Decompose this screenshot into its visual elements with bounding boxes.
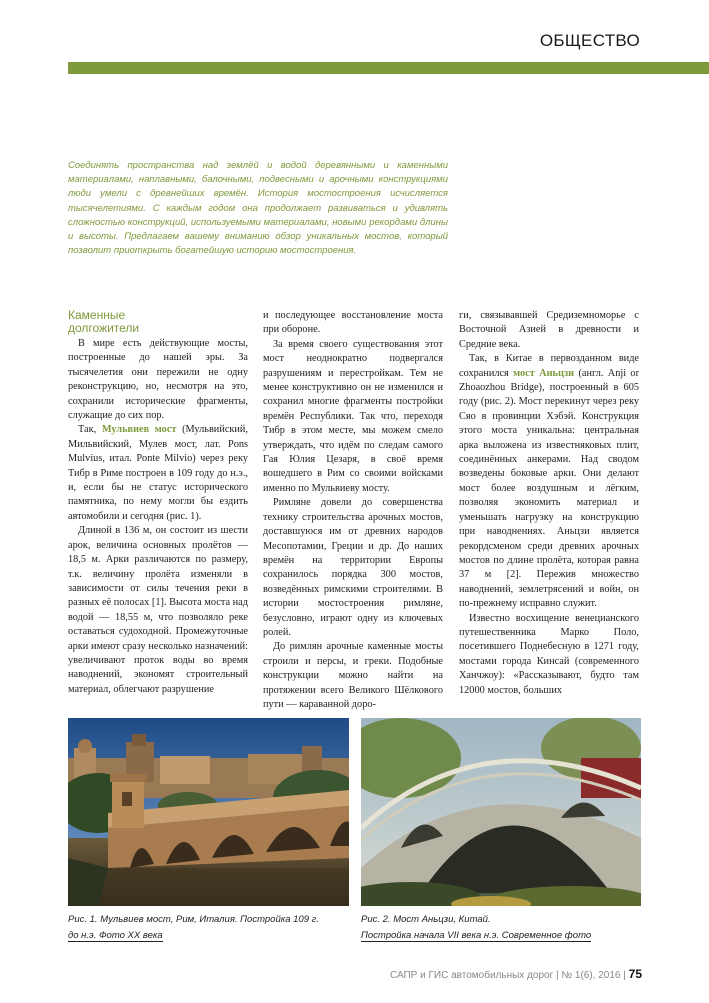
journal-info: САПР и ГИС автомобильных дорог | № 1(6), 2016 | [389, 970, 626, 981]
page-footer [390, 967, 642, 981]
lead-paragraph: Соединять пространства над землёй и водой деревянными и каменными материалами, наплавными, балочными, подвесными и арочными конструкциями люди умели с древнейших времён. История мостостроения исчисляется тысячелетиями. С каждым годом она продолжает развиваться и удивлять сложностью конструкций, используемыми материалами, новыми рекордами длины и высоты. Предлагаем вашему вниманию обзор уникальных мостов, который позволит приоткрыть богатейшую историю мостостроения. [68, 160, 448, 257]
paragraph: Известно восхищение венецианского путешественника Марко Поло, посетившего Поднебесную в 1271 году, мостами города Кинсай (современного Ханчжоу): «Рассказывают, будто там 12000 мостов, больших [459, 612, 639, 696]
paragraph: За время своего существования этот мост неоднократно подвергался разрушениям и перестройкам. Тем не менее конструктивно он не изменился и сохранил многие фрагменты постройки времён Республики. Так что, переходя Тибр в этом месте, мы можем смело утверждать, что идём по следам самого Гая Юлия Цезаря, в своё время вошедшего в Рим со своими войсками именно по Мульвиеву мосту. [263, 338, 443, 494]
figure-2-caption [361, 912, 641, 944]
paragraph: и последующее восстановление моста при обороне. [263, 310, 443, 336]
figure-2-caption-line-1: Рис. 2. Мост Аньцзи, Китай. [361, 914, 491, 925]
figure-1-caption-line-2: до н.э. Фото XX века [68, 930, 163, 941]
page-number: 75 [628, 967, 642, 981]
paragraph: Римляне довели до совершенства технику строительства арочных мостов, доставшуюся им от древних народов Месопотамии, Греции и др. До наших времён на территории Европы сохранилось порядка 300 мостов, возведённых римскими строителями. В истории мостостроения римляне, безусловно, играют одну из ключевых ролей. [263, 497, 443, 638]
figure-1-caption-line-1: Рис. 1. Мульвиев мост, Рим, Италия. Постройка 109 г. [68, 914, 319, 925]
paragraph: Так, в Китае в первозданном виде сохранился мост Аньцзи (англ. Anji or Zhoaozhou Bridge), построенный в 605 году (рис. 2). Мост перекинут через реку Сяо в провинции Хэбэй. Конструкция этого моста уникальна: центральная арка выложена из известняковых плит, соединённых анкерами. Над сводом возведены боковые арки. Они делают мост более воздушным и лёгким, позволяя экономить материал и уменьшать нагрузку на конструкцию при наводнениях. Аньцзи является рекордсменом среди древних арочных мостов по длине пролёта, которая равна 37 м [2]. Пережив множество наводнений, землетрясений и войн, он по-прежнему исправно служит. [459, 353, 640, 610]
section-heading [68, 309, 248, 334]
header-accent-bar [68, 62, 709, 74]
text-column-1 [68, 309, 248, 697]
paragraph: ги, связывавшей Средиземноморье с Восточной Азией в древности и Средние века. [459, 310, 639, 350]
paragraph: До римлян арочные каменные мосты строили и персы, и греки. Подобные конструкции можно найти на протяжении всего Великого Шёлкового пути — караванной доро- [263, 641, 443, 710]
section-heading-line-1: Каменные [68, 308, 126, 322]
paragraph: Длиной в 136 м, он состоит из шести арок, величина основных пролётов — 18,5 м. Арки различаются по размеру, т.к. величину пролёта изменяли в зависимости от силы течения реки в разных её полосах [1]. Высота моста над водой — 18,55 м, что позволяло реке оставаться судоходной. Промежуточные арки имеют сразу несколько назначений: увеличивают проток воды во время наводнений, экономят строительный материал, облегчают разрушение [68, 525, 248, 695]
figure-1-caption [68, 912, 343, 944]
section-title: ОБЩЕСТВО [539, 31, 640, 50]
highlight-anji-bridge: мост Аньцзи [513, 367, 575, 379]
text-column-2 [263, 309, 443, 712]
text-column-3 [459, 309, 639, 698]
paragraph: В мире есть действующие мосты, построенные до нашей эры. За тысячелетия они пережили не одну реконструкцию, но, несмотря на это, сохранили исторические фрагменты, служащие до сих пор. [68, 338, 248, 422]
photo-anji-bridge [361, 718, 641, 906]
highlight-mulvius-bridge: Мульвиев мост [101, 424, 177, 436]
photo-mulvius-bridge [68, 718, 349, 906]
figure-2-caption-line-2: Постройка начала VII века н.э. Современное фото [361, 930, 592, 941]
paragraph: Так, Мульвиев мост (Мульвийский, Мильвийский, Мулев мост, лат. Pons Mulvius, итал. Ponte Milvio) через реку Тибр в Риме построен в 109 году до н.э., и, если бы не статус исторического памятника, по нему могли бы ездить автомобили и сегодня (рис. 1). [68, 424, 248, 522]
section-heading-line-2: долгожители [68, 320, 140, 335]
